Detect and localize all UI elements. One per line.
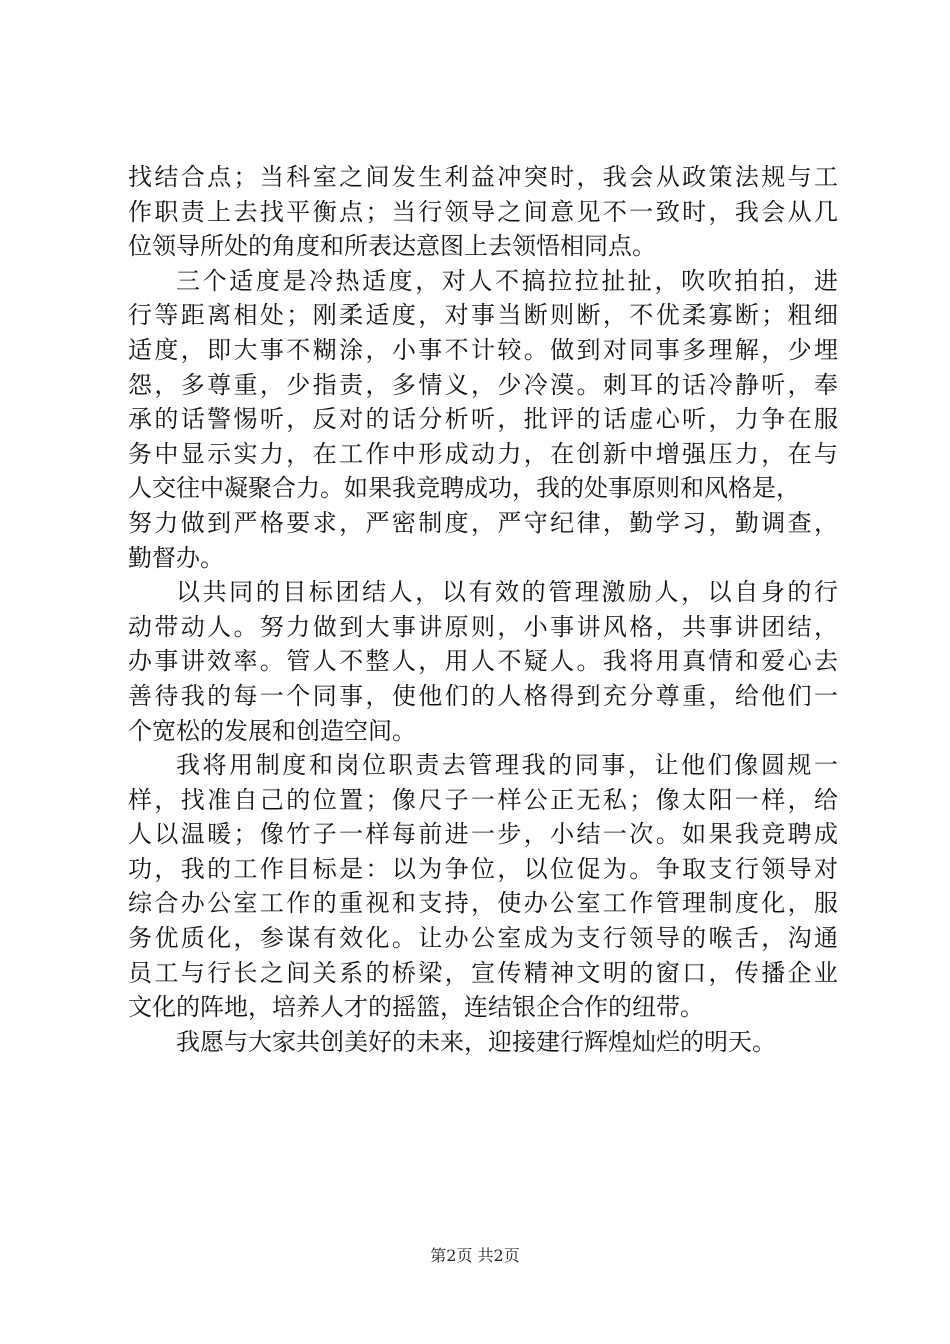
text-line: 文化的阵地，培养人才的摇篮，连结银企合作的纽带。 <box>128 993 704 1022</box>
text-line: 找结合点；当科室之间发生利益冲突时，我会从政策法规与工 <box>128 163 838 191</box>
text-line: 办事讲效率。管人不整人，用人不疑人。我将用真情和爱心去 <box>128 647 838 676</box>
text-line: 勤督办。 <box>128 543 224 572</box>
text-line: 个宽松的发展和创造空间。 <box>128 716 416 745</box>
text-line: 位领导所处的角度和所表达意图上去领悟相同点。 <box>128 232 656 261</box>
text-line: 人交往中凝聚合力。如果我竞聘成功，我的处事原则和风格是， <box>128 474 800 503</box>
text-line: 务优质化，参谋有效化。让办公室成为支行领导的喉舌，沟通 <box>128 924 838 953</box>
text-line: 适度，即大事不糊涂，小事不计较。做到对同事多理解，少埋 <box>128 335 838 364</box>
text-line: 努力做到严格要求，严密制度，严守纪律，勤学习，勤调查， <box>128 508 838 537</box>
text-line: 功，我的工作目标是：以为争位，以位促为。争取支行领导对 <box>128 854 838 883</box>
text-line: 样，找准自己的位置；像尺子一样公正无私；像太阳一样，给 <box>128 785 838 814</box>
text-line: 动带动人。努力做到大事讲原则，小事讲风格，共事讲团结， <box>128 612 838 641</box>
paragraph-start-line: 三个适度是冷热适度，对人不搞拉拉扯扯，吹吹拍拍，进 <box>176 266 838 295</box>
text-line: 怨，多尊重，少指责，多情义，少冷漠。刺耳的话冷静听，奉 <box>128 370 838 399</box>
document-body <box>128 160 838 1059</box>
text-line: 员工与行长之间关系的桥梁，宣传精神文明的窗口，传播企业 <box>128 958 838 987</box>
paragraph-start-line: 我将用制度和岗位职责去管理我的同事，让他们像圆规一 <box>176 751 838 780</box>
text-line: 务中显示实力，在工作中形成动力，在创新中增强压力，在与 <box>128 439 838 468</box>
paragraph-start-line: 我愿与大家共创美好的未来，迎接建行辉煌灿烂的明天。 <box>176 1027 776 1056</box>
paragraph-start-line: 以共同的目标团结人，以有效的管理激励人，以自身的行 <box>176 578 838 607</box>
text-line: 行等距离相处；刚柔适度，对事当断则断，不优柔寡断；粗细 <box>128 301 838 330</box>
page-number-footer: 第2页 共2页 <box>430 1246 520 1265</box>
text-line: 作职责上去找平衡点；当行领导之间意见不一致时，我会从几 <box>128 197 838 226</box>
text-line: 人以温暖；像竹子一样每前进一步，小结一次。如果我竞聘成 <box>128 820 838 849</box>
text-line: 善待我的每一个同事，使他们的人格得到充分尊重，给他们一 <box>128 681 838 710</box>
text-line: 综合办公室工作的重视和支持，使办公室工作管理制度化，服 <box>128 889 838 918</box>
text-line: 承的话警惕听，反对的话分析听，批评的话虚心听，力争在服 <box>128 405 838 434</box>
